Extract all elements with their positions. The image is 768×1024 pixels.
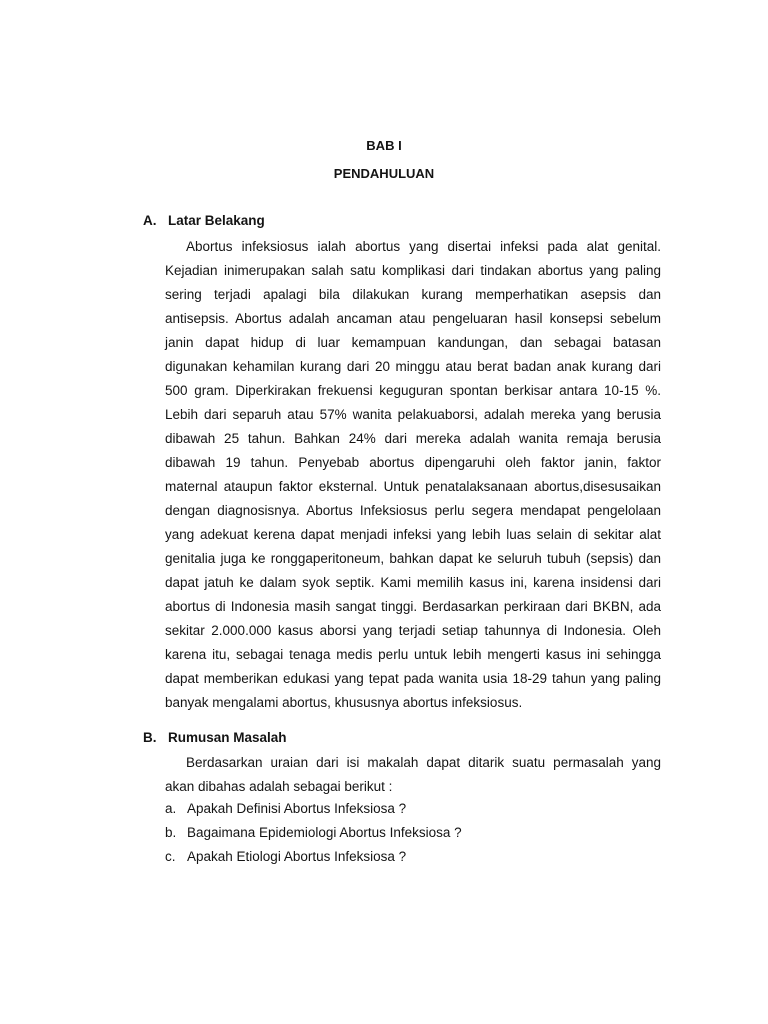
paragraph-line: abortus di Indonesia masih sangat tinggi. Berdasarkan perkiraan dari BKBN, ada (165, 599, 661, 614)
paragraph-line: dapat memberikan edukasi yang tepat pada wanita usia 18-29 tahun yang paling (165, 671, 661, 686)
list-item (165, 797, 462, 821)
paragraph-line: yang adekuat kerena dapat menjadi infeksi yang lebih luas selain di sekitar alat (165, 527, 661, 542)
list-item-text: Bagaimana Epidemiologi Abortus Infeksiosa ? (187, 825, 462, 840)
section-b-title: Rumusan Masalah (168, 730, 287, 745)
paragraph-line: sekitar 2.000.000 kasus aborsi yang terjadi setiap tahunnya di Indonesia. Oleh (165, 623, 661, 638)
paragraph-line: 500 gram. Diperkirakan frekuensi keguguran spontan berkisar antara 10-15 %. (165, 383, 661, 398)
paragraph-line: dibawah 19 tahun. Penyebab abortus dipengaruhi oleh faktor janin, faktor (165, 455, 661, 470)
list-item-text: Apakah Definisi Abortus Infeksiosa ? (187, 801, 407, 816)
paragraph-line: genitalia juga ke ronggaperitoneum, bahkan dapat ke seluruh tubuh (sepsis) dan (165, 551, 661, 566)
paragraph-line: banyak mengalami abortus, khususnya abortus infeksiosus. (165, 695, 523, 710)
paragraph-line: karena itu, sebagai tenaga medis perlu untuk lebih mengerti kasus ini sehingga (165, 647, 661, 662)
section-b-marker: B. (143, 730, 157, 745)
list-item-marker: b. (165, 825, 177, 840)
paragraph-line: digunakan kehamilan kurang dari 20 minggu atau berat badan anak kurang dari (165, 359, 661, 374)
list-item (165, 845, 462, 869)
list-item-text: Apakah Etiologi Abortus Infeksiosa ? (187, 849, 407, 864)
paragraph-line: dibawah 25 tahun. Bahkan 24% dari mereka adalah wanita remaja berusia (165, 431, 661, 446)
chapter-number: BAB I (366, 138, 402, 153)
paragraph-line: sering terjadi apalagi bila dilakukan kurang memperhatikan asepsis dan (165, 287, 661, 302)
paragraph-line: Lebih dari separuh atau 57% wanita pelakuaborsi, adalah mereka yang berusia (165, 407, 661, 422)
section-b-paragraph (165, 751, 661, 799)
problem-list (165, 797, 462, 869)
section-a-paragraph (165, 235, 661, 715)
paragraph-line: maternal ataupun faktor eksternal. Untuk penatalaksanaan abortus,disesusaikan (165, 479, 661, 494)
list-item-marker: c. (165, 849, 176, 864)
paragraph-line: Kejadian inimerupakan salah satu komplikasi dari tindakan abortus yang paling (165, 263, 661, 278)
paragraph-line: Abortus infeksiosus ialah abortus yang disertai infeksi pada alat genital. (186, 239, 661, 254)
chapter-title: PENDAHULUAN (333, 166, 435, 181)
paragraph-line: janin dapat hidup di luar kemampuan kandungan, dan sebagai batasan (165, 335, 661, 350)
paragraph-line: dengan diagnosisnya. Abortus Infeksiosus perlu segera mendapat pengelolaan (165, 503, 661, 518)
paragraph-line: Berdasarkan uraian dari isi makalah dapat ditarik suatu permasalah yang (186, 755, 661, 770)
list-item (165, 821, 462, 845)
list-item-marker: a. (165, 801, 177, 816)
paragraph-line: akan dibahas adalah sebagai berikut : (165, 779, 393, 794)
section-a-title: Latar Belakang (168, 213, 265, 228)
paragraph-line: dapat jatuh ke dalam syok septik. Kami memilih kasus ini, karena insidensi dari (165, 575, 661, 590)
section-a-marker: A. (143, 213, 157, 228)
paragraph-line: antisepsis. Abortus adalah ancaman atau pengeluaran hasil konsepsi sebelum (165, 311, 661, 326)
